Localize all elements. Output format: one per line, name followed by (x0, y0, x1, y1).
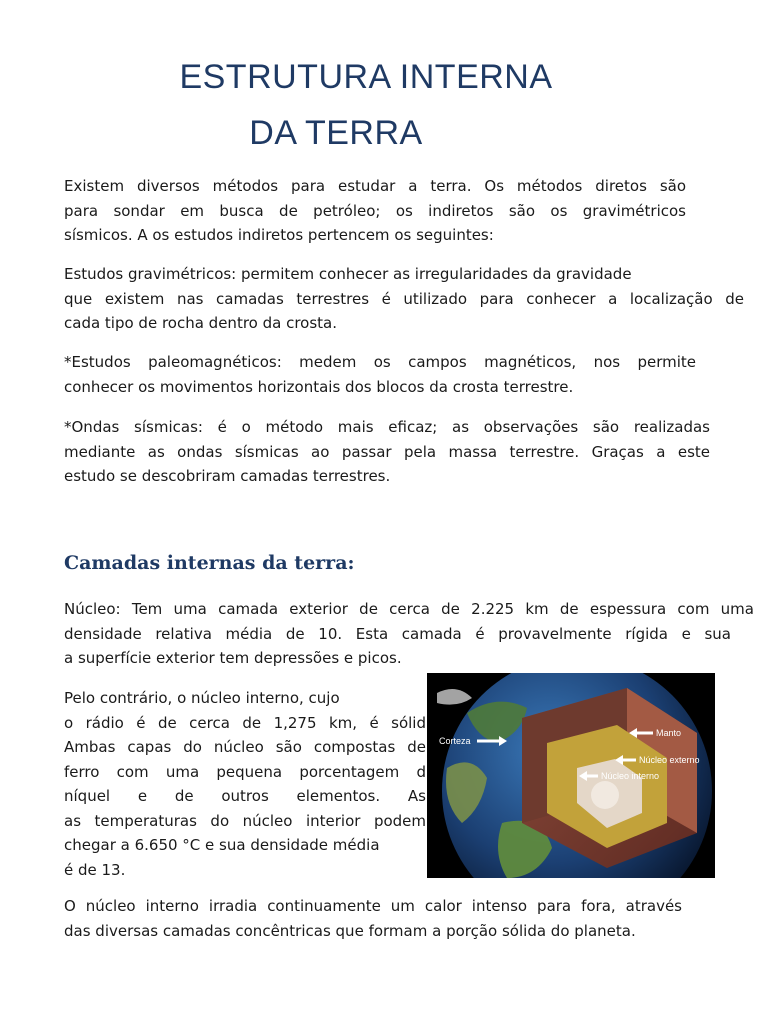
nucleo-interno-line-3: Ambas capas do núcleo são compostas de (64, 738, 426, 756)
nucleo-interno-line-1: Pelo contrário, o núcleo interno, cujo (64, 689, 340, 707)
intro-line-3: sísmicos. A os estudos indiretos pertencem os seguintes: (64, 226, 494, 244)
ondas-line-2: mediante as ondas sísmicas ao passar pela massa terrestre. Graças a este (64, 442, 710, 461)
nucleo-paragraph (64, 597, 754, 671)
ondas-paragraph (64, 415, 710, 489)
ondas-line-1: *Ondas sísmicas: é o método mais eficaz; as observações são realizadas (64, 418, 710, 436)
page-title-line-2: DA TERRA (249, 114, 423, 152)
earth-cutaway-illustration (427, 673, 715, 878)
paleomagneticos-line-1: *Estudos paleomagnéticos: medem os campos magnéticos, nos permite (64, 353, 696, 371)
nucleo-interno-line-4: ferro com uma pequena porcentagem d (64, 762, 426, 781)
nucleo-interno-paragraph (64, 686, 426, 882)
gravimetricos-line-2: que existem nas camadas terrestres é utilizado para conhecer a localização de (64, 289, 744, 308)
gravimetricos-paragraph (64, 262, 744, 336)
earth-layers-image (427, 673, 715, 878)
nucleo-interno-line-5: níquel e de outros elementos. As (64, 787, 426, 805)
label-nucleo-externo: Núcleo externo (639, 755, 700, 765)
label-nucleo-interno: Núcleo interno (601, 771, 660, 781)
nucleo-interno-line-2: o rádio é de cerca de 1,275 km, é sólid (64, 713, 426, 732)
page-title-line-1: ESTRUTURA INTERNA (179, 58, 553, 96)
nucleo-interno-line-8: é de 13. (64, 860, 126, 879)
ondas-line-3: estudo se descobriram camadas terrestres. (64, 467, 391, 485)
nucleo-interno-line-7: chegar a 6.650 °C e sua densidade média (64, 836, 380, 854)
intro-paragraph (64, 174, 686, 248)
nucleo-interno-line-6: as temperaturas do núcleo interior podem (64, 811, 426, 830)
closing-paragraph (64, 894, 682, 943)
gravimetricos-line-1: Estudos gravimétricos: permitem conhecer as irregularidades da gravidade (64, 265, 632, 283)
paleomagneticos-line-2: conhecer os movimentos horizontais dos blocos da crosta terrestre. (64, 377, 574, 396)
nucleo-line-3: a superfície exterior tem depressões e picos. (64, 649, 402, 667)
gravimetricos-line-3: cada tipo de rocha dentro da crosta. (64, 314, 338, 332)
nucleo-line-1: Núcleo: Tem uma camada exterior de cerca de 2.225 km de espessura com uma (64, 600, 754, 618)
nucleo-line-2: densidade relativa média de 10. Esta camada é provavelmente rígida e sua (64, 624, 731, 643)
closing-line-1: O núcleo interno irradia continuamente um calor intenso para fora, através (64, 897, 682, 915)
intro-line-1: Existem diversos métodos para estudar a terra. Os métodos diretos são (64, 177, 686, 195)
section-heading: Camadas internas da terra: (64, 552, 355, 574)
label-corteza: Corteza (439, 736, 471, 746)
intro-line-2: para sondar em busca de petróleo; os indiretos são os gravimétricos (64, 201, 686, 220)
closing-line-2: das diversas camadas concêntricas que formam a porção sólida do planeta. (64, 921, 636, 940)
label-manto: Manto (656, 728, 682, 738)
paleomagneticos-paragraph (64, 350, 696, 399)
